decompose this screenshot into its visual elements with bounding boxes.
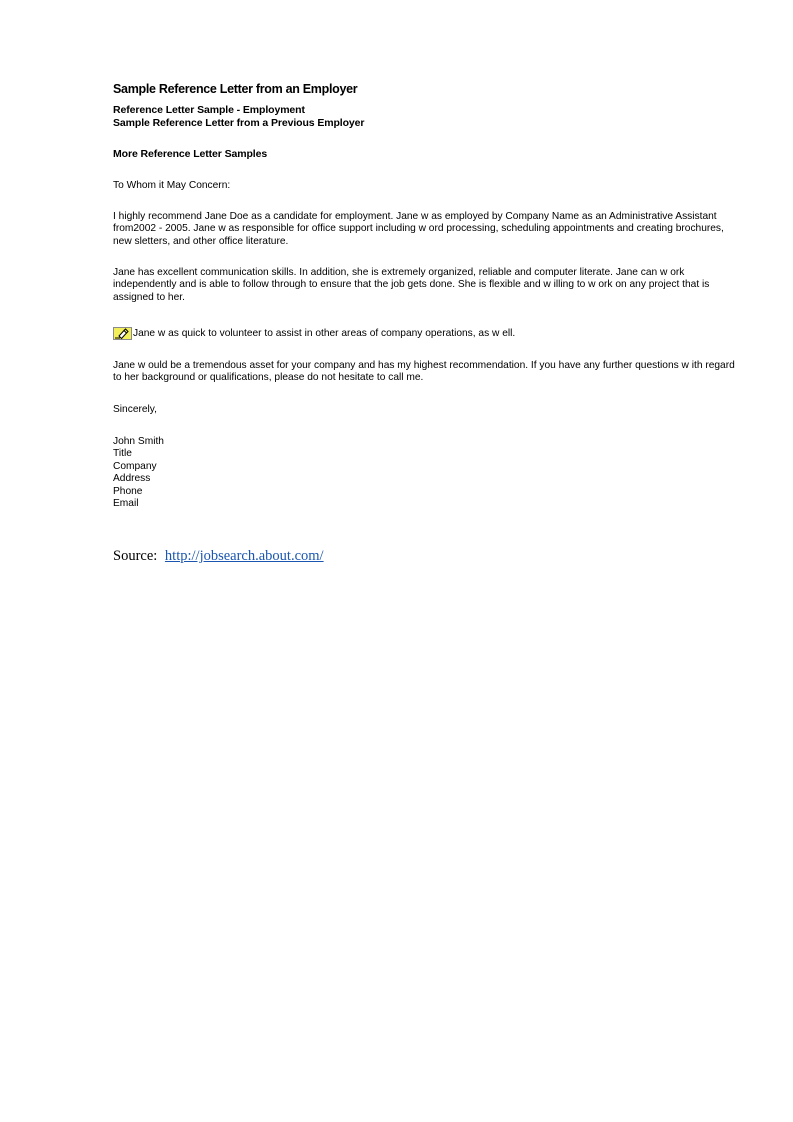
paragraph-volunteer: [113, 327, 741, 340]
signature-block: [113, 436, 164, 510]
signature-title: Title: [113, 448, 132, 460]
comment-note-icon[interactable]: [113, 327, 132, 340]
paragraph-volunteer-text: Jane w as quick to volunteer to assist in other areas of company operations, as w ell.: [133, 327, 516, 339]
paragraph-asset: Jane w ould be a tremendous asset for your company and has my highest recommendation. If you have any further questions w ith regard to her background or qualifications, please do not hesitate to call me.: [113, 360, 735, 384]
signature-address: Address: [113, 473, 151, 485]
paragraph-recommendation: I highly recommend Jane Doe as a candidate for employment. Jane w as employed by Company Name as an Administrative Assistant from2002 - 2005. Jane w as responsible for office support including w ord processing, scheduling appointments and creating brochures, new sletters, and other office literature.: [113, 211, 724, 247]
signature-company: Company: [113, 460, 157, 472]
letter-title: Sample Reference Letter from an Employer: [113, 82, 358, 96]
paragraph-skills: Jane has excellent communication skills. In addition, she is extremely organized, reliable and computer literate. Jane can w ork independently and is able to follow through to ensure that the job gets done. She is flexible and w illing to w ork on any project that is assigned to her.: [113, 267, 710, 303]
signature-phone: Phone: [113, 485, 143, 497]
greeting: To Whom it May Concern:: [113, 180, 231, 191]
subtitle-employment: Reference Letter Sample - Employment: [113, 104, 305, 116]
signature-name: John Smith: [113, 436, 164, 447]
subtitle-previous-employer: Sample Reference Letter from a Previous Employer: [113, 117, 365, 129]
closing: Sincerely,: [113, 404, 157, 415]
source-label: Source:: [113, 548, 158, 564]
source-link[interactable]: http://jobsearch.about.com/: [164, 548, 324, 564]
signature-email: Email: [113, 498, 139, 510]
source-line: [113, 548, 324, 565]
subtitle-more-samples: More Reference Letter Samples: [113, 148, 268, 160]
